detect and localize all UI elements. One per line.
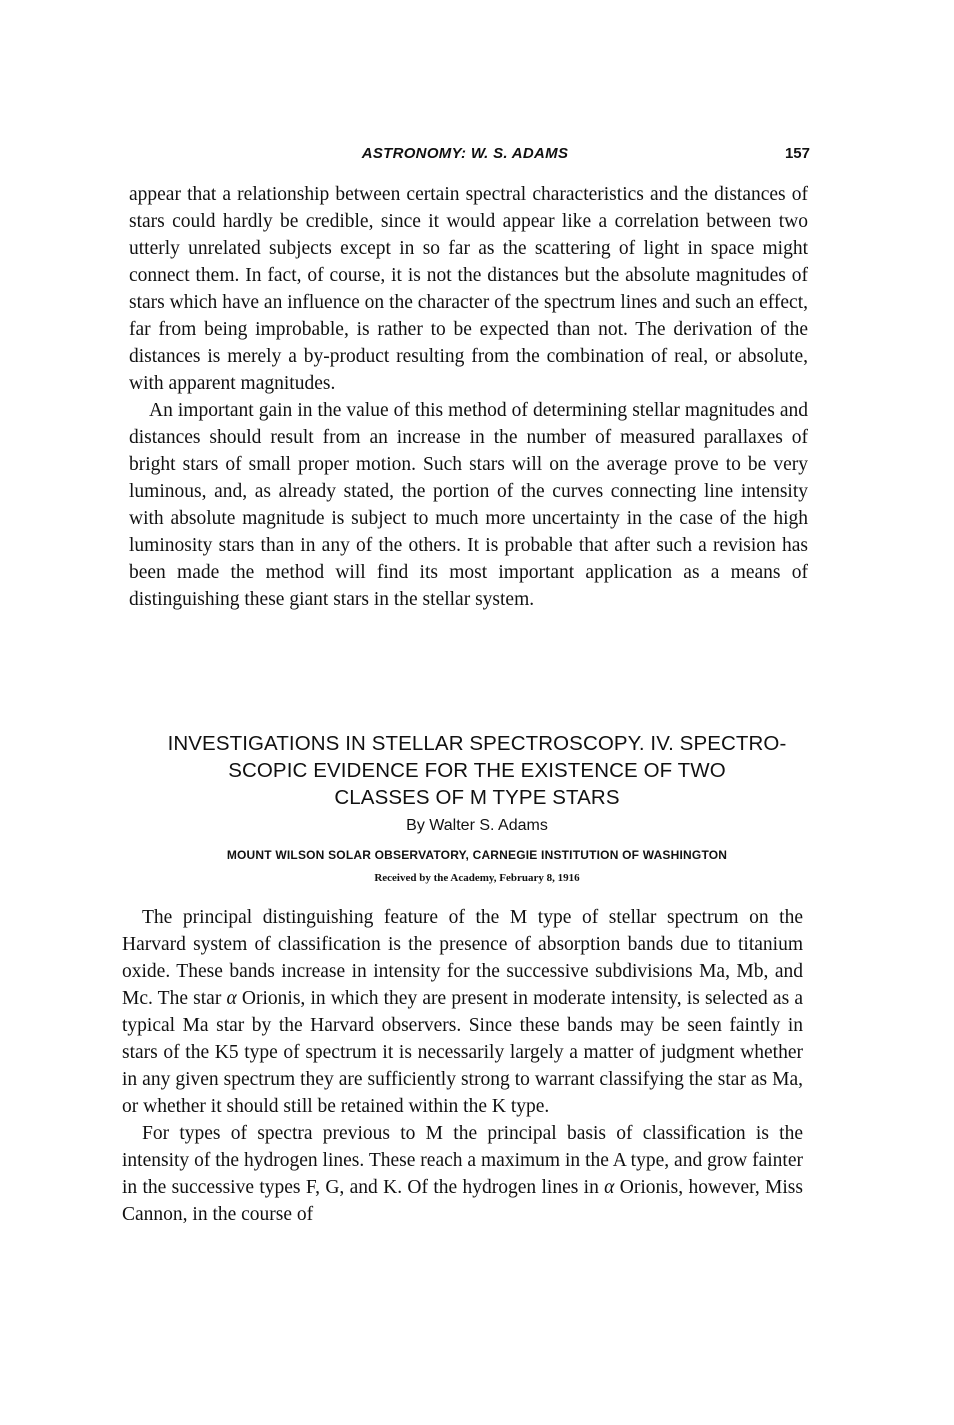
alpha-symbol: α — [604, 1177, 615, 1198]
body-paragraph: appear that a relationship between certain spectral characteristics and the distances of stars could hardly be credible, since it would appear like a correlation between two utterly unrelated subjects except in so far as the scattering of light in space might connect them. In fact, of course, it is not the distances but the absolute magnitudes of stars which have an influence on the character of the spectrum lines and such an effect, far from being improbable, is rather to be expected than not. The derivation of the distances is merely a by-product resulting from the combination of real, or absolute, with apparent magnitudes. — [129, 184, 808, 394]
article-title — [110, 730, 844, 811]
byline: By Walter S. Adams — [406, 817, 548, 834]
article-title-line: CLASSES OF M TYPE STARS — [334, 786, 620, 809]
received-date: Received by the Academy, February 8, 1916 — [374, 872, 580, 884]
text-run: Orionis, in which they are present in moderate intensity, is selected as a typical Ma star by the Harvard observers. Since these bands may be seen faintly in stars of the K5 type of spectrum it is necessarily largely a matter of judgment whether in any given spectrum they are sufficiently strong to warrant classifying the star as Ma, or whether it should still be retained within the K type. — [122, 988, 803, 1117]
previous-article-text — [129, 181, 808, 613]
body-paragraph — [122, 1120, 803, 1228]
text-run: For types of spectra previous to M the principal basis of classification is the intensity of the hydrogen lines. These reach a maximum in the A type, and grow fainter in the successive types F, G, and K. Of the hydrogen lines in — [122, 1123, 803, 1198]
text-run: The principal distinguishing feature of the M type of stellar spectrum on the Harvard system of classification is the presence of absorption bands due to titanium oxide. These bands increase in intensity for the successive subdivisions Ma, Mb, and Mc. The star — [122, 907, 803, 1009]
affiliation: MOUNT WILSON SOLAR OBSERVATORY, CARNEGIE INSTITUTION OF WASHINGTON — [226, 848, 728, 862]
body-paragraph: An important gain in the value of this method of determining stellar magnitudes and distances should result from an increase in the number of measured parallaxes of bright stars of small proper motion. Such stars will on the average prove to be very luminous, and, as already stated, the portion of the curves connecting line intensity with absolute magnitude is subject to much more uncertainty in the case of the high luminosity stars than in any of the others. It is probable that after such a revision has been made the method will find its most important application as a means of distinguishing these giant stars in the stellar system. — [129, 400, 808, 610]
article-title-line: INVESTIGATIONS IN STELLAR SPECTROSCOPY. IV. SPECTRO- — [167, 732, 787, 755]
running-title: ASTRONOMY: W. S. ADAMS — [361, 145, 569, 162]
article-body — [122, 904, 803, 1228]
text-run: Orionis, however, Miss Cannon, in the course of — [122, 1177, 803, 1225]
running-head — [120, 145, 810, 169]
article-title-line: SCOPIC EVIDENCE FOR THE EXISTENCE OF TWO — [228, 759, 726, 782]
page-number: 157 — [784, 145, 810, 162]
body-paragraph — [122, 904, 803, 1120]
alpha-symbol: α — [226, 988, 237, 1009]
